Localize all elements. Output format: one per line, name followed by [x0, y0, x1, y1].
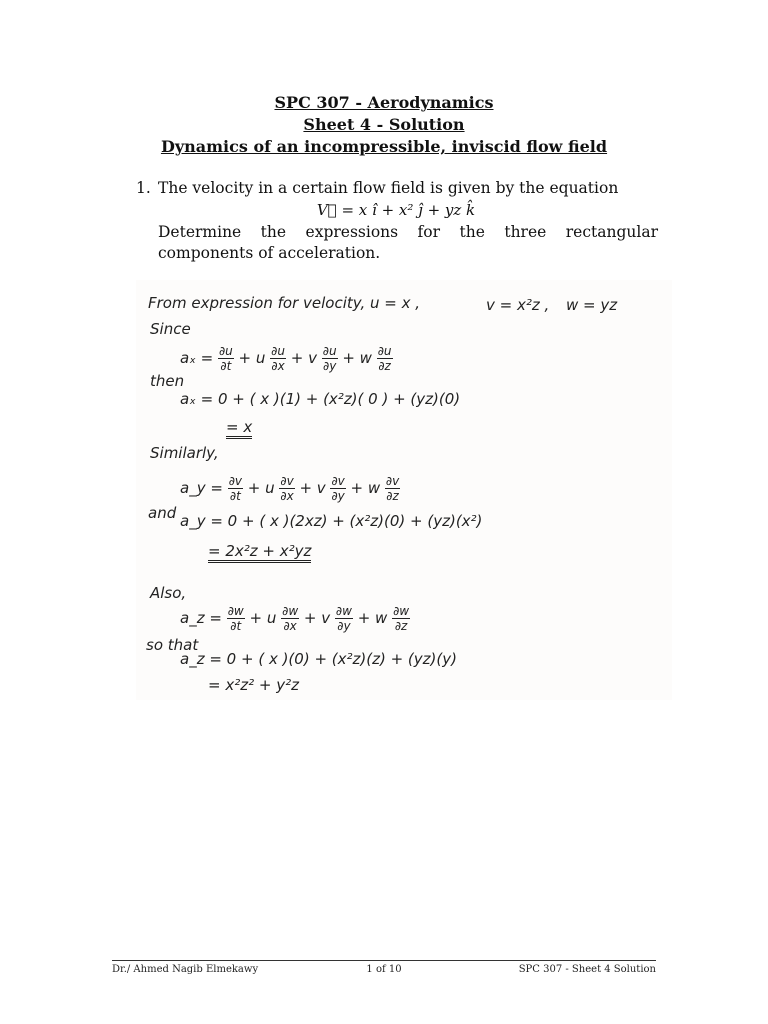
footer-divider [112, 960, 656, 961]
velocity-equation: V⃗ = x î + x² ĵ + yz k̂ [316, 201, 476, 219]
velocity-components: From expression for velocity, u = x , [148, 294, 421, 312]
ax-definition: aₓ = $\frac{\partial u}{\partial t}$ + u $\frac{\partial u}{\partial x}$ + v $\frac{\partial u}{\partial y}$ + w $\frac{\partial u}{\partial z}$ [180, 344, 392, 373]
w-component: w = yz [566, 296, 618, 314]
sheet-title: Sheet 4 - Solution [303, 115, 465, 134]
document-header [0, 92, 768, 158]
topic-title: Dynamics of an incompressible, inviscid flow field [160, 137, 608, 156]
ax-evaluation: aₓ = 0 + ( x )(1) + (x²z)( 0 ) + (yz)(0) [180, 390, 461, 408]
footer-document: SPC 307 - Sheet 4 Solution [518, 964, 656, 975]
also-label: Also, [150, 584, 187, 602]
question-instruction: Determine the expressions for the three rectangular components of acceleration. [158, 223, 658, 262]
question-number: 1. [136, 179, 151, 197]
course-title: SPC 307 - Aerodynamics [274, 93, 494, 112]
so-that-label: so that [146, 636, 199, 654]
handwritten-solution [136, 280, 672, 700]
v-component: v = x²z , [486, 296, 550, 314]
az-definition: a_z = $\frac{\partial w}{\partial t}$ + u $\frac{\partial w}{\partial x}$ + v $\frac{\partial w}{\partial y}$ + w $\frac{\partial w}{\partial z}$ [180, 604, 410, 633]
ax-result: = x [226, 418, 252, 439]
az-evaluation: a_z = 0 + ( x )(0) + (x²z)(z) + (yz)(y) [180, 650, 457, 668]
ay-definition: a_y = $\frac{\partial v}{\partial t}$ + u $\frac{\partial v}{\partial x}$ + v $\frac{\partial v}{\partial y}$ + w $\frac{\partial v}{\partial z}$ [180, 474, 400, 503]
ay-result: = 2x²z + x²yz [208, 542, 311, 563]
ay-evaluation: a_y = 0 + ( x )(2xz) + (x²z)(0) + (yz)(x²) [180, 512, 483, 530]
since-label: Since [150, 320, 191, 338]
az-result: = x²z² + y²z [208, 676, 299, 694]
then-label: then [150, 372, 185, 390]
footer-page-number: 1 of 10 [366, 964, 402, 975]
and-label: and [148, 504, 177, 522]
footer-author: Dr./ Ahmed Nagib Elmekawy [112, 964, 259, 975]
question-text: The velocity in a certain flow field is given by the equation [158, 179, 619, 197]
similarly-label: Similarly, [150, 444, 219, 462]
